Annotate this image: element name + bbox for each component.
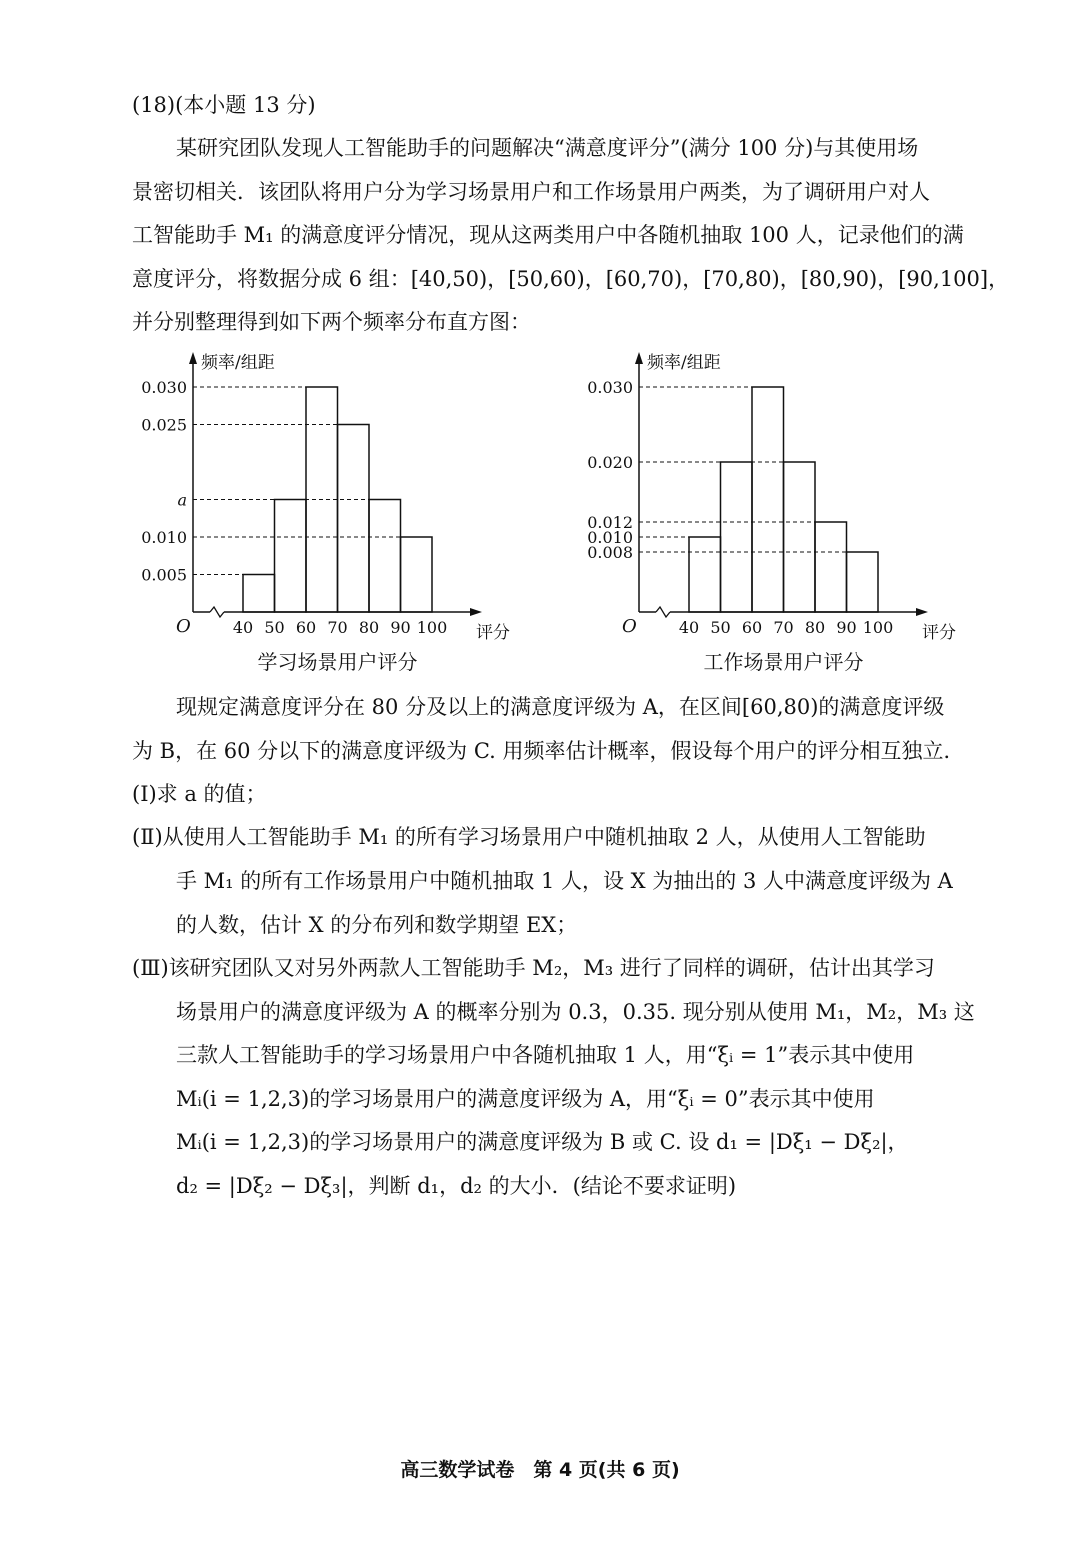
study-x-tick-label: 80 (358, 618, 380, 637)
question-3-line: 场景用户的满意度评级为 A 的概率分别为 0.3，0.35. 现分别从使用 M₁，M₂，M₃ 这 (176, 1000, 975, 1024)
study-x-tick-label: 90 (390, 618, 411, 637)
study-x-axis-break (210, 607, 224, 617)
question-3-line: Mᵢ(i = 1,2,3)的学习场景用户的满意度评级为 B 或 C. 设 d₁ = |Dξ₁ − Dξ₂|， (176, 1130, 909, 1154)
work-bar (784, 462, 816, 612)
work-x-tick-label: 50 (710, 618, 731, 637)
study-y-label: 频率/组距 (201, 353, 275, 373)
histogram-study (130, 340, 530, 684)
work-x-tick-label: 70 (773, 618, 794, 637)
study-bar (275, 500, 307, 613)
work-bar (847, 552, 879, 612)
question-2-line: 的人数，估计 X 的分布列和数学期望 EX； (176, 913, 578, 937)
intro-line: 并分别整理得到如下两个频率分布直方图： (132, 310, 531, 334)
histogram-work (576, 340, 976, 684)
intro-line: 工智能助手 M₁ 的满意度评分情况，现从这两类用户中各随机抽取 100 人，记录他们的满 (132, 223, 964, 247)
study-y-tick-label: 0.030 (141, 378, 187, 397)
question-2-line: 手 M₁ 的所有工作场景用户中随机抽取 1 人，设 X 为抽出的 3 人中满意度评级为 A (176, 869, 953, 893)
study-x-tick-label: 60 (295, 618, 317, 637)
work-y-axis-arrow (635, 352, 643, 364)
study-x-label: 评分 (476, 623, 510, 643)
work-x-tick-label: 80 (804, 618, 826, 637)
question-1: (Ⅰ)求 a 的值； (132, 782, 267, 806)
study-y-axis-arrow (189, 352, 197, 364)
study-bar (369, 500, 401, 613)
work-x-tick-label: 100 (862, 618, 894, 637)
work-origin-label: O (622, 616, 637, 637)
rule-line: 现规定满意度评分在 80 分及以上的满意度评级为 A，在区间[60,80)的满意度评级 (176, 695, 945, 719)
intro-line: 景密切相关．该团队将用户分为学习场景用户和工作场景用户两类，为了调研用户对人 (132, 180, 930, 204)
work-y-tick-label: 0.010 (587, 528, 633, 547)
question-3-line: d₂ = |Dξ₂ − Dξ₃|，判断 d₁，d₂ 的大小．(结论不要求证明) (176, 1174, 737, 1198)
work-x-label: 评分 (922, 623, 956, 643)
study-y-tick-label: a (177, 490, 187, 510)
rule-line: 为 B，在 60 分以下的满意度评级为 C. 用频率估计概率，假设每个用户的评分相互独立． (132, 739, 965, 763)
study-bar (243, 575, 275, 613)
work-bar (721, 462, 753, 612)
study-x-tick-label: 70 (327, 618, 348, 637)
intro-line: 某研究团队发现人工智能助手的问题解决“满意度评分”(满分 100 分)与其使用场 (176, 136, 919, 160)
study-x-tick-label: 50 (264, 618, 285, 637)
work-x-axis-arrow (916, 608, 928, 616)
work-y-tick-label: 0.030 (587, 378, 633, 397)
work-x-axis-break (656, 607, 670, 617)
study-y-tick-label: 0.005 (141, 565, 187, 585)
work-bar (815, 522, 847, 612)
work-x-tick-label: 40 (678, 618, 700, 637)
problem-header: (18)(本小题 13 分) (132, 93, 316, 117)
question-3-line: Mᵢ(i = 1,2,3)的学习场景用户的满意度评级为 A，用“ξᵢ = 0”表示其中使用 (176, 1087, 875, 1111)
study-y-tick-label: 0.025 (141, 415, 187, 435)
page-footer: 高三数学试卷 第 4 页(共 6 页) (400, 1459, 680, 1481)
histogram-work-svg (576, 340, 976, 680)
study-x-tick-label: 100 (416, 618, 448, 637)
study-bar (338, 425, 370, 613)
work-caption: 工作场景用户评分 (703, 650, 864, 674)
study-bar (401, 537, 433, 612)
work-y-tick-label: 0.012 (587, 513, 633, 532)
work-bar (752, 387, 784, 612)
study-x-axis-arrow (470, 608, 482, 616)
study-caption: 学习场景用户评分 (257, 650, 418, 674)
work-y-tick-label: 0.020 (587, 453, 633, 472)
question-3-line: 三款人工智能助手的学习场景用户中各随机抽取 1 人，用“ξᵢ = 1”表示其中使用 (176, 1043, 915, 1067)
study-y-tick-label: 0.010 (141, 528, 187, 547)
intro-line: 意度评分，将数据分成 6 组：[40,50)，[50,60)，[60,70)，[70,80)，[80,90)，[90,100]， (132, 267, 1010, 291)
work-y-tick-label: 0.008 (587, 543, 633, 562)
histogram-study-svg (130, 340, 530, 680)
work-x-tick-label: 90 (836, 618, 857, 637)
study-x-tick-label: 40 (232, 618, 254, 637)
study-origin-label: O (176, 616, 191, 637)
work-x-tick-label: 60 (741, 618, 763, 637)
question-3-line: (Ⅲ)该研究团队又对另外两款人工智能助手 M₂，M₃ 进行了同样的调研，估计出其学习 (132, 956, 935, 980)
question-2-line: (Ⅱ)从使用人工智能助手 M₁ 的所有学习场景用户中随机抽取 2 人，从使用人工智能助 (132, 825, 926, 849)
work-y-label: 频率/组距 (647, 353, 721, 373)
work-bar (689, 537, 721, 612)
